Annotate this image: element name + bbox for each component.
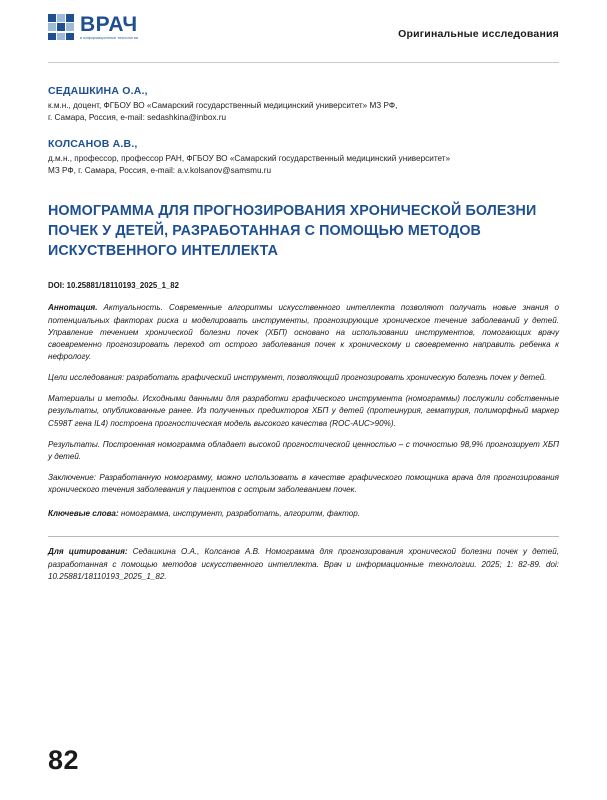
- section-label: Оригинальные исследования: [398, 28, 559, 40]
- abstract-paragraph: Материалы и методы. Исходными данными для разработки графического инструмента (номограммы) послужили собственные результаты, опубликованные ранее. Из полученных предикторов ХБП у детей (протеинурия, гематурия, полиморфный маркер C598T гена IL4) построена прогностическая модель высокого качества (ROC-AUC>90%).: [48, 394, 559, 428]
- page-title: НОМОГРАММА ДЛЯ ПРОГНОЗИРОВАНИЯ ХРОНИЧЕСКОЙ БОЛЕЗНИ ПОЧЕК У ДЕТЕЙ, РАЗРАБОТАННАЯ С ПОМОЩЬЮ МЕТОДОВ ИСКУСТВЕННОГО ИНТЕЛЛЕКТА: [48, 202, 537, 260]
- abstract-label: Аннотация.: [48, 303, 98, 313]
- keywords-text: номограмма, инструмент, разработать, алгоритм, фактор.: [120, 509, 361, 519]
- author-entry: [48, 85, 559, 124]
- abstract-paragraph: Результаты. Построенная номограмма обладает высокой прогностической ценностью – с точностью 98,9% прогнозирует ХБП у детей.: [48, 439, 559, 461]
- abstract-section: [48, 302, 559, 496]
- logo-subtitle: и информационные технологии: [80, 36, 139, 40]
- abstract-paragraph: Цели исследования: разработать графический инструмент, позволяющий прогнозировать хроническую болезнь почек у детей.: [48, 373, 547, 383]
- citation-label: Для цитирования:: [48, 547, 128, 557]
- authors-section: [48, 85, 559, 177]
- keywords-section: [48, 508, 559, 520]
- author-affiliation: д.м.н., профессор, профессор РАН, ФГБОУ ВО «Самарский государственный медицинский университет» МЗ РФ, г. Самара, Россия, e-mail: a.v.kolsanov@samsmu.ru: [48, 153, 451, 175]
- keywords-label: Ключевые слова:: [48, 509, 119, 519]
- abstract-paragraph: Заключение: Разработанную номограмму, можно использовать в качестве графического помощника врача для прогнозирования хронического течения заболевания у пациентов с острым заболеванием почек.: [48, 473, 559, 495]
- doi-text: DOI: 10.25881/18110193_2025_1_82: [48, 281, 179, 291]
- author-name: СЕДАШКИНА О.А.,: [48, 85, 148, 97]
- citation-divider: [48, 536, 559, 537]
- citation-section: [48, 546, 559, 582]
- author-entry: [48, 138, 559, 177]
- logo-grid-icon: [48, 14, 74, 40]
- citation-text: Седашкина О.А., Колсанов А.В. Номограмма для прогнозирования хронической болезни почек у детей, разработанная с помощью методов искусственного интеллекта. Врач и информационные технологии. 2025; 1: 82-89. doi: 10.25881/18110193_2025_1_82.: [48, 547, 559, 581]
- author-affiliation: к.м.н., доцент, ФГБОУ ВО «Самарский государственный медицинский университет» МЗ РФ, г. Самара, Россия, e-mail: sedashkina@inbox.ru: [48, 101, 398, 122]
- logo-wordmark: ВРАЧ: [80, 13, 138, 36]
- author-name: КОЛСАНОВ А.В.,: [48, 137, 138, 150]
- abstract-paragraph: [48, 302, 559, 363]
- header-divider: [48, 62, 559, 63]
- page-number: 82: [48, 745, 80, 775]
- abstract-text: Актуальность. Современные алгоритмы искусственного интеллекта позволяют получать новые знания о потенциальных факторах риска и моделировать инструменты, прогнозирующие хроническое течение заболеваний у детей. Управление течением хронической болезни почек (ХБП) основано на использовании инструментов, помогающих врачу своевременно прогнозировать переход от острого заболевания почек к хроническому и своевременно направить ребенка к нефрологу.: [48, 303, 560, 362]
- logo-text: [80, 14, 138, 41]
- journal-logo: [48, 14, 138, 41]
- page-header: [48, 0, 559, 56]
